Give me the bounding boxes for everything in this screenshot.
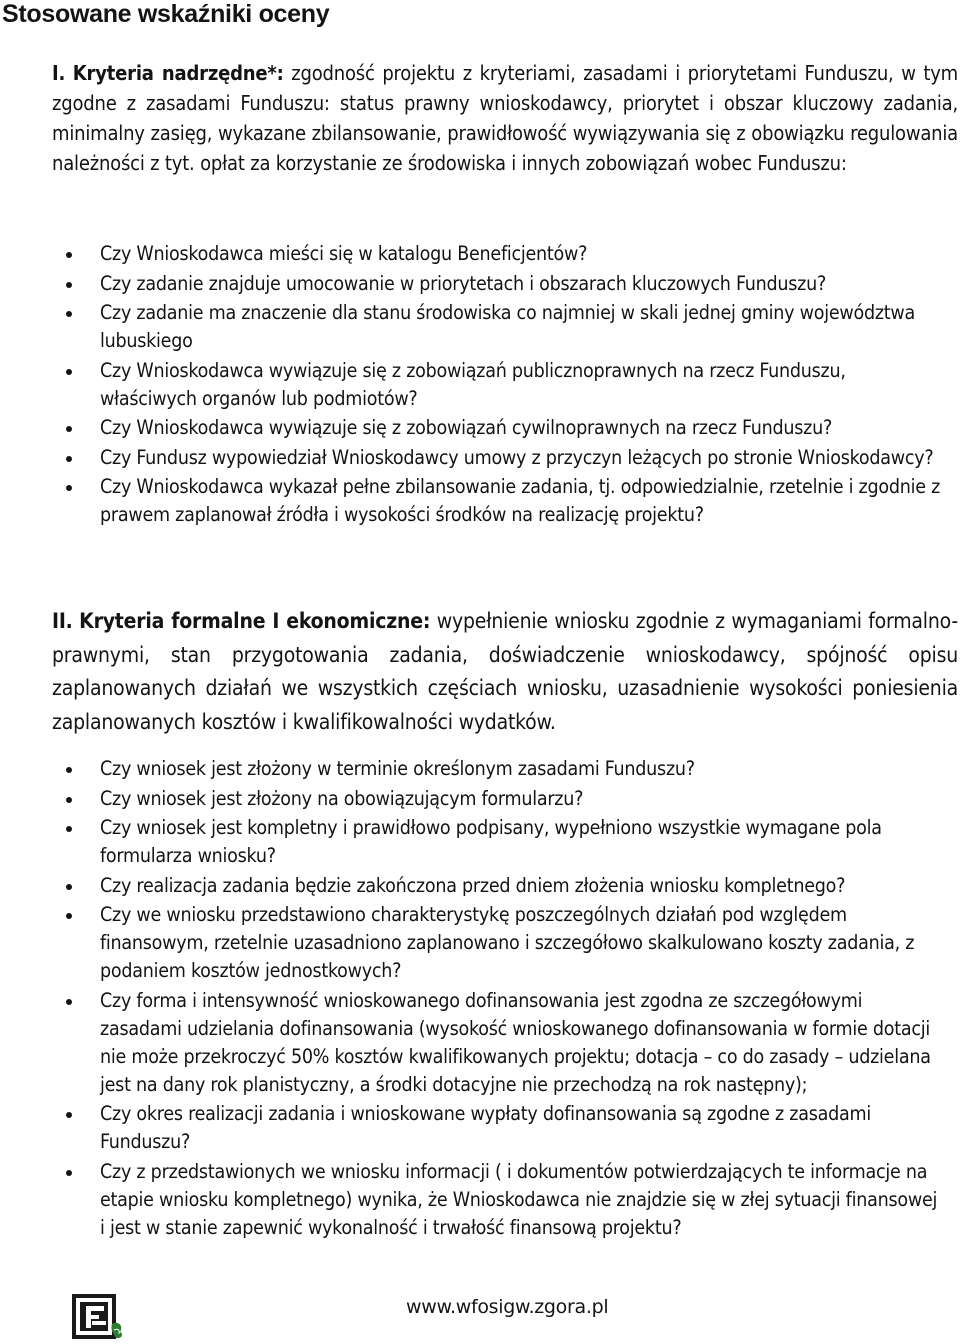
section-1-text: zgodność projektu z kryteriami, zasadami i priorytetami Funduszu, w tym zgodne z zasadami Funduszu: status prawny wnioskodawcy, priorytet i obszar kluczowy zadania, minimalny zasięg, wykazane zbilansowanie, prawidłowość wywiązywania się z obowiązku regulowania należności z tyt. opłat za korzystanie ze środowiska i innych zobowiązań wobec Funduszu:	[52, 61, 958, 175]
list-item-text: Czy forma i intensywność wnioskowanego dofinansowania jest zgodna ze szczegółowymi zasadami udzielania dofinansowania (wysokość wnioskowanego dofinansowania w formie dotacji nie może przekroczyć 50% kosztów kwalifikowanych projektu; dotacja – co do zasady – udzielana jest na dany rok planistyczny, a środki dotacyjne nie przechodzą na rok następny);	[100, 988, 931, 1096]
bullet-icon	[66, 1170, 72, 1176]
list-item-text: Czy Wnioskodawca mieści się w katalogu Beneficjentów?	[100, 242, 588, 265]
list-item	[52, 987, 942, 1099]
bullet-icon	[66, 369, 72, 375]
bullet-icon	[66, 282, 72, 288]
section-2-heading: Kryteria formalne I ekonomiczne:	[79, 609, 431, 633]
list-item-text: Czy we wniosku przedstawiono charakterystykę poszczególnych działań pod względem finansowym, rzetelnie uzasadniono zaplanowano i szczegółowo skalkulowano koszty zadania, z podaniem kosztów jednostkowych?	[100, 903, 915, 982]
list-item	[52, 240, 942, 268]
list-item-text: Czy zadanie znajduje umocowanie w priorytetach i obszarach kluczowych Funduszu?	[100, 271, 827, 295]
bullet-icon	[66, 1112, 72, 1118]
bullet-icon	[66, 797, 72, 803]
bullet-icon	[66, 999, 72, 1005]
bullet-icon	[66, 913, 72, 919]
section-2-criteria-list	[52, 755, 942, 1243]
list-item-text: Czy z przedstawionych we wniosku informacji ( i dokumentów potwierdzających te informacje na etapie wniosku kompletnego) wynika, że Wnioskodawca nie znajdzie się w złej sytuacji finansowej i jest w stanie zapewnić wykonalność i trwałość finansową projektu?	[100, 1159, 938, 1239]
section-1-criteria-list	[52, 240, 942, 531]
section-1-heading: Kryteria nadrzędne*:	[72, 61, 284, 85]
bullet-icon	[66, 456, 72, 462]
list-item-text: Czy Wnioskodawca wykazał pełne zbilansowanie zadania, tj. odpowiedzialnie, rzetelnie i zgodnie z prawem zaplanował źródła i wysokości środków na realizację projektu?	[100, 475, 941, 526]
list-item-text: Czy Wnioskodawca wywiązuje się z zobowiązań cywilnoprawnych na rzecz Funduszu?	[100, 416, 833, 439]
list-item	[52, 357, 942, 413]
bullet-icon	[66, 311, 72, 317]
list-item	[52, 901, 942, 985]
list-item	[52, 872, 942, 900]
list-item-text: Czy realizacja zadania będzie zakończona przed dniem złożenia wniosku kompletnego?	[100, 873, 846, 897]
list-item-text: Czy Wnioskodawca wywiązuje się z zobowiązań publicznoprawnych na rzecz Funduszu, właściwych organów lub podmiotów?	[100, 358, 846, 410]
list-item	[52, 755, 942, 783]
list-item	[52, 473, 942, 529]
list-item-text: Czy okres realizacji zadania i wnioskowane wypłaty dofinansowania są zgodne z zasadami Funduszu?	[100, 1102, 871, 1153]
list-item	[52, 270, 942, 298]
list-item	[52, 814, 942, 870]
list-item-text: Czy zadanie ma znaczenie dla stanu środowiska co najmniej w skali jednej gminy województwa lubuskiego	[100, 301, 916, 352]
list-item-text: Czy wniosek jest złożony w terminie określonym zasadami Funduszu?	[100, 757, 695, 780]
bullet-icon	[66, 426, 72, 432]
list-item	[52, 414, 942, 442]
bullet-icon	[66, 485, 72, 491]
list-item	[52, 1158, 942, 1242]
section-2-intro	[52, 605, 958, 739]
list-item	[52, 785, 942, 813]
section-1-intro	[52, 58, 958, 178]
bullet-icon	[66, 252, 72, 258]
list-item	[52, 1100, 942, 1156]
bullet-icon	[66, 826, 72, 832]
bullet-icon	[66, 884, 72, 890]
list-item	[52, 299, 942, 355]
bullet-icon	[66, 767, 72, 773]
section-1-number: I.	[52, 61, 66, 85]
list-item-text: Czy wniosek jest kompletny i prawidłowo podpisany, wypełniono wszystkie wymagane pola formularza wniosku?	[100, 816, 882, 867]
section-2-text: wypełnienie wniosku zgodnie z wymaganiami formalno-prawnymi, stan przygotowania zadania, doświadczenie wnioskodawcy, spójność opisu zaplanowanych działań we wszystkich częściach wniosku, uzasadnienie wysokości poniesienia zaplanowanych kosztów i kwalifikowalności wydatków.	[52, 609, 959, 734]
list-item-text: Czy Fundusz wypowiedział Wnioskodawcy umowy z przyczyn leżących po stronie Wnioskodawcy?	[100, 445, 934, 469]
fund-logo-icon	[72, 1294, 124, 1339]
section-2-number: II.	[52, 609, 73, 633]
page-title: Stosowane wskaźniki oceny	[2, 0, 330, 28]
footer-website-link[interactable]: www.wfosigw.zgora.pl	[406, 1296, 609, 1318]
list-item	[52, 444, 942, 472]
list-item-text: Czy wniosek jest złożony na obowiązującym formularzu?	[100, 786, 584, 810]
